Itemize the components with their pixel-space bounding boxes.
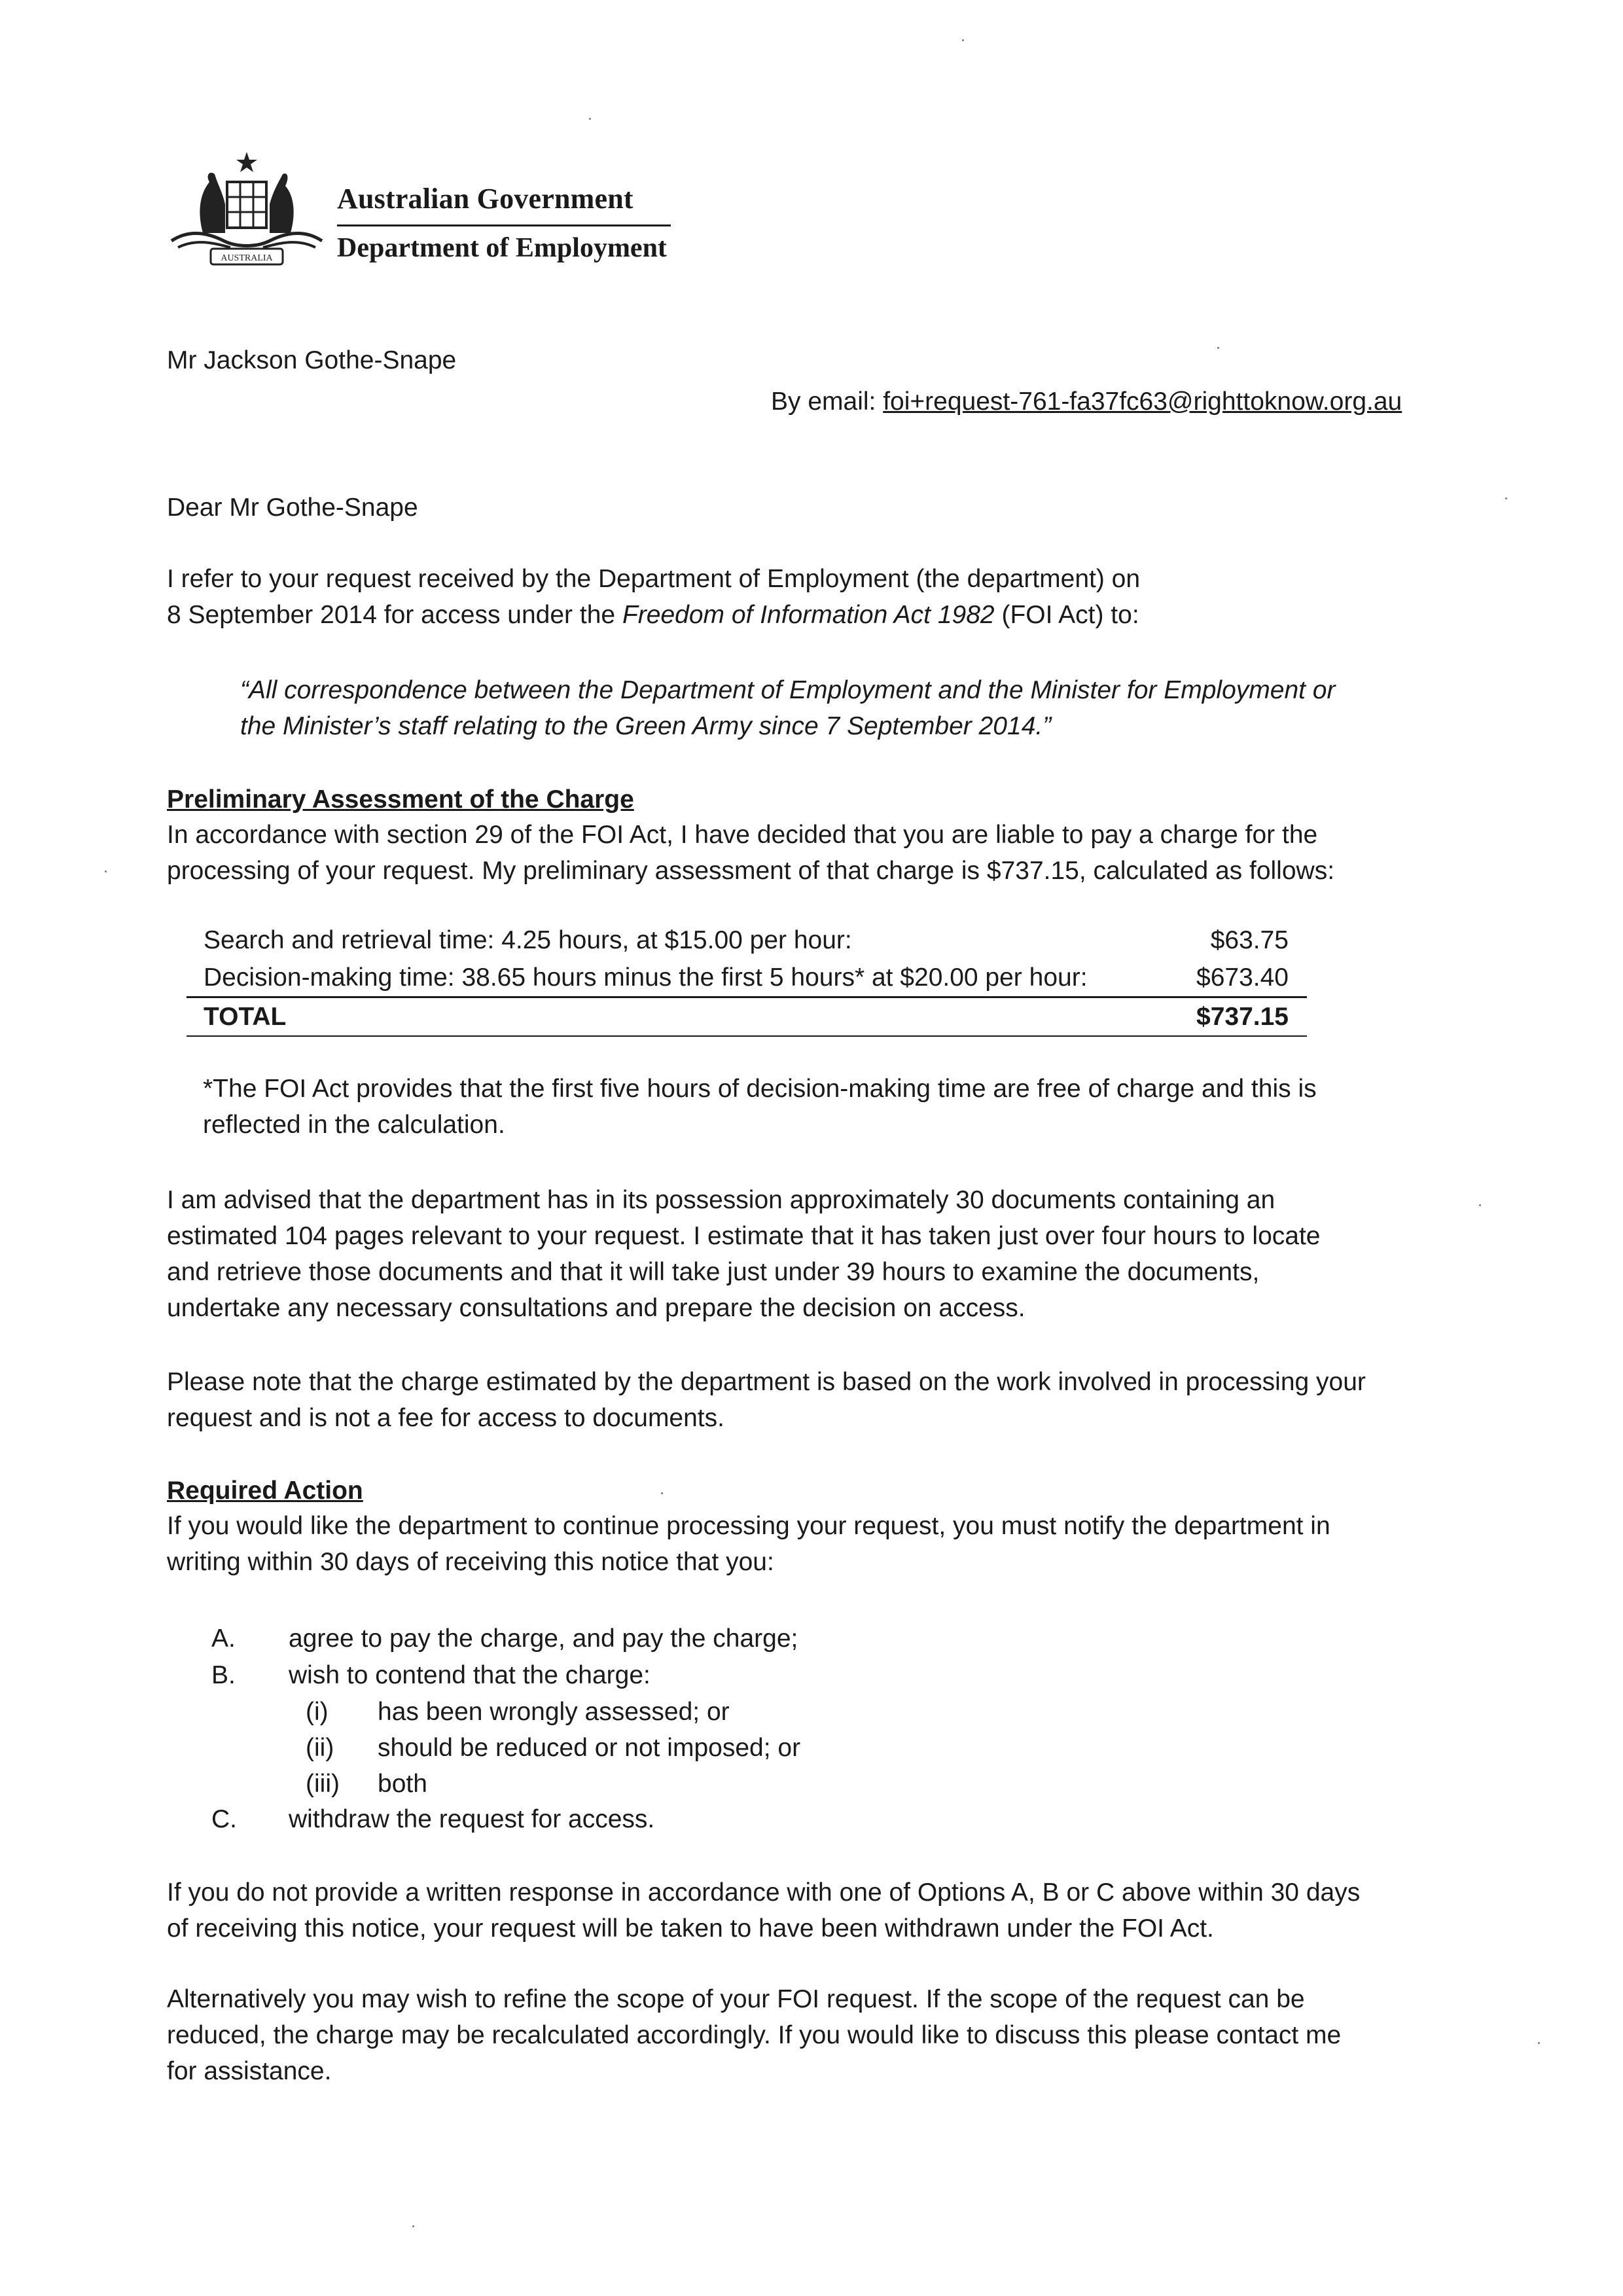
quote-line-2: the Minister’s staff relating to the Green Army since 7 September 2014.” [240, 712, 1052, 740]
intro-line-2-start: 8 September 2014 for access under the [167, 601, 622, 629]
option-key: A. [211, 1624, 236, 1653]
charge-row-decision [187, 959, 1307, 996]
alternatively-line-3: for assistance. [167, 2057, 332, 2085]
alternatively-line-1: Alternatively you may wish to refine the scope of your FOI request. If the scope of the request can be [167, 1985, 1305, 2013]
sub-option-key: (ii) [306, 1734, 334, 1762]
alternatively-paragraph [167, 1981, 1341, 2089]
advised-line-2: estimated 104 pages relevant to your request. I estimate that it has taken just over four hours to locate [167, 1222, 1321, 1250]
total-label: TOTAL [204, 1003, 287, 1031]
option-text: agree to pay the charge, and pay the charge; [289, 1624, 798, 1653]
scan-speck [589, 118, 591, 120]
preliminary-line-1: In accordance with section 29 of the FOI Act, I have decided that you are liable to pay a charge for the [167, 821, 1318, 849]
intro-paragraph [167, 561, 1140, 633]
required-line-2: writing within 30 days of receiving this notice that you: [167, 1548, 774, 1576]
sub-option-text: both [378, 1770, 427, 1798]
advised-line-4: undertake any necessary consultations and prepare the decision on access. [167, 1294, 1026, 1322]
scan-speck [1217, 347, 1219, 349]
preliminary-heading: Preliminary Assessment of the Charge [167, 785, 634, 814]
by-email-line [771, 384, 1402, 420]
sub-option-text: should be reduced or not imposed; or [378, 1734, 801, 1762]
please-note-paragraph [167, 1364, 1366, 1436]
intro-line-1: I refer to your request received by the Department of Employment (the department) on [167, 565, 1141, 593]
sub-option-key: (iii) [306, 1770, 340, 1798]
quote-line-1: “All correspondence between the Department of Employment and the Minister for Employment or [240, 676, 1336, 704]
advised-paragraph [167, 1182, 1320, 1326]
charge-amount: $673.40 [1196, 963, 1289, 992]
sub-option-key: (i) [306, 1698, 329, 1726]
department-name: Department of Employment [337, 233, 667, 263]
scan-speck [661, 1492, 663, 1494]
sub-option-text: has been wrongly assessed; or [378, 1698, 730, 1726]
charge-table [187, 922, 1307, 1037]
scan-speck [1479, 1204, 1481, 1206]
preliminary-paragraph [167, 817, 1334, 889]
advised-line-1: I am advised that the department has in its possession approximately 30 documents containing an [167, 1186, 1275, 1214]
recipient-name: Mr Jackson Gothe-Snape [167, 346, 457, 374]
government-name: Australian Government [337, 183, 633, 215]
no-response-paragraph [167, 1874, 1360, 1946]
option-text: wish to contend that the charge: [289, 1661, 651, 1689]
please-note-line-1: Please note that the charge estimated by the department is based on the work involved in processing your [167, 1368, 1366, 1396]
no-response-line-2: of receiving this notice, your request will be taken to have been withdrawn under the FOI Act. [167, 1914, 1214, 1943]
advised-line-3: and retrieve those documents and that it will take just under 39 hours to examine the documents, [167, 1258, 1260, 1286]
by-email-label: By email: [771, 387, 883, 416]
charge-row-total [187, 998, 1307, 1035]
option-key: B. [211, 1661, 236, 1689]
scan-speck [1538, 2042, 1540, 2044]
scan-speck [105, 870, 107, 872]
charge-description: Decision-making time: 38.65 hours minus the first 5 hours* at $20.00 per hour: [204, 963, 1088, 992]
letterhead-rule [337, 224, 671, 226]
footnote [203, 1071, 1317, 1143]
footnote-line-2: reflected in the calculation. [203, 1111, 505, 1139]
scan-speck [962, 39, 964, 41]
scan-speck [1505, 497, 1507, 499]
please-note-line-2: request and is not a fee for access to documents. [167, 1404, 724, 1432]
charge-row-search [187, 922, 1307, 959]
required-action-heading: Required Action [167, 1477, 363, 1505]
charge-description: Search and retrieval time: 4.25 hours, at $15.00 per hour: [204, 926, 852, 954]
email-link[interactable]: foi+request-761-fa37fc63@righttoknow.org.au [883, 387, 1402, 416]
intro-line-2 [167, 597, 1140, 633]
act-title: Freedom of Information Act 1982 [622, 601, 995, 629]
option-key: C. [211, 1805, 237, 1833]
intro-line-2-end: (FOI Act) to: [994, 601, 1139, 629]
salutation: Dear Mr Gothe-Snape [167, 493, 418, 522]
required-action-paragraph [167, 1508, 1330, 1580]
scan-speck [412, 2225, 414, 2227]
charge-amount: $63.75 [1210, 926, 1289, 954]
no-response-line-1: If you do not provide a written response in accordance with one of Options A, B or C above within 30 days [167, 1878, 1361, 1907]
svg-text:AUSTRALIA: AUSTRALIA [221, 253, 273, 263]
coat-of-arms-icon [165, 149, 329, 274]
total-amount: $737.15 [1196, 1003, 1289, 1031]
alternatively-line-2: reduced, the charge may be recalculated accordingly. If you would like to discuss this please contact me [167, 2021, 1342, 2049]
preliminary-line-2: processing of your request. My preliminary assessment of that charge is $737.15, calculated as follows: [167, 857, 1335, 885]
required-line-1: If you would like the department to continue processing your request, you must notify the department in [167, 1512, 1330, 1540]
option-text: withdraw the request for access. [289, 1805, 655, 1833]
request-quote [240, 672, 1335, 744]
footnote-line-1: *The FOI Act provides that the first five hours of decision-making time are free of charge and this is [203, 1075, 1317, 1103]
table-bottom-rule [187, 1035, 1307, 1037]
